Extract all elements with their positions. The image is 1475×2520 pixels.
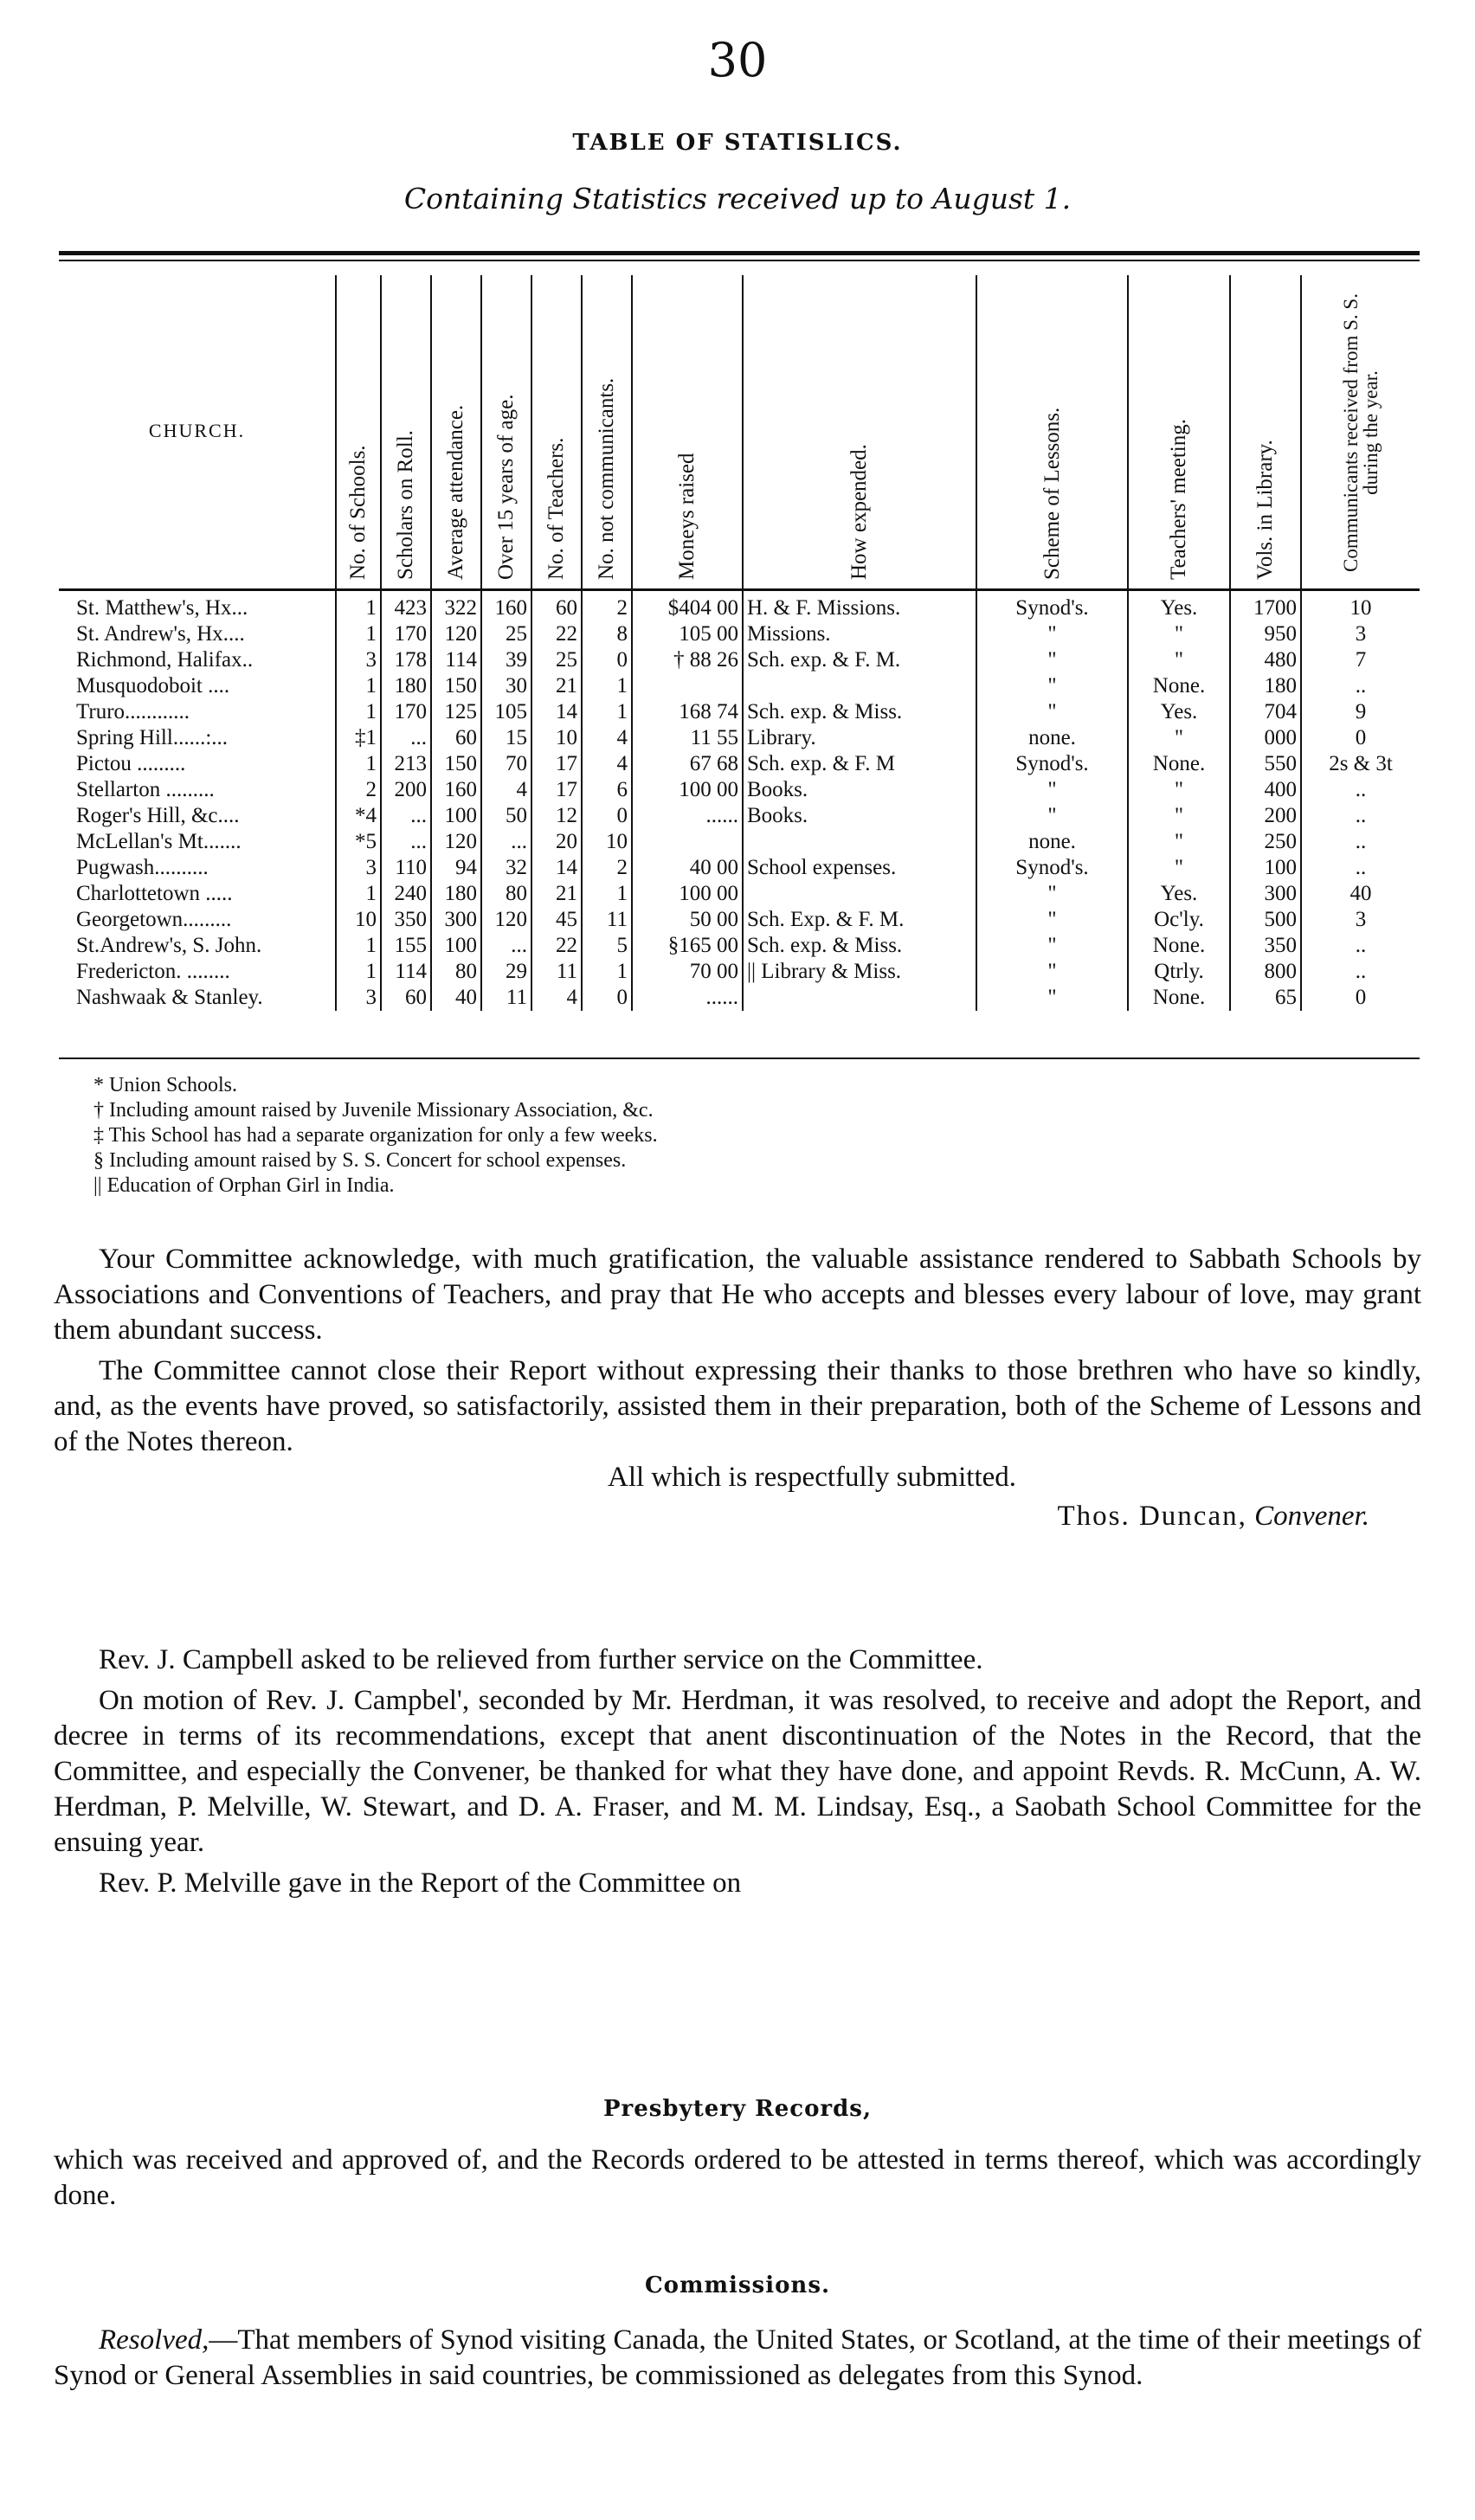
- table-row: [59, 699, 1420, 725]
- records-text: [54, 2143, 1421, 2214]
- column-header: [582, 275, 632, 587]
- column-header: [976, 275, 1128, 587]
- table-cell: ‡1: [336, 725, 381, 751]
- table-top-rule: [59, 251, 1420, 255]
- table-cell: 14: [531, 699, 582, 725]
- paragraph: which was received and approved of, and the Records ordered to be attested in terms thereof, which was accordingly done.: [54, 2144, 1421, 2211]
- table-cell: 32: [481, 855, 531, 881]
- table-cell: 17: [531, 751, 582, 777]
- table-cell: 1: [582, 673, 632, 699]
- paragraph: The Committee cannot close their Report without expressing their thanks to those brethren who have so kindly, and, as the events have proved, so satisfactorily, assisted them in their preparation, both of the Scheme of Lessons and of the Notes thereon.: [54, 1355, 1421, 1457]
- table-cell: ": [1128, 647, 1230, 673]
- table-cell: [743, 881, 976, 907]
- table-cell: 11 55: [632, 725, 743, 751]
- table-cell: None.: [1128, 673, 1230, 699]
- table-row: [59, 803, 1420, 829]
- table-cell: 15: [481, 725, 531, 751]
- table-cell: ": [1128, 777, 1230, 803]
- table-cell: ": [976, 907, 1128, 933]
- heading-presbytery-records: Presbytery Records,: [602, 2096, 872, 2122]
- table-cell: 155: [381, 933, 431, 959]
- table-cell: 14: [531, 855, 582, 881]
- table-cell: 80: [431, 959, 481, 985]
- table-cell: 105 00: [632, 621, 743, 647]
- table-cell: ......: [632, 985, 743, 1011]
- table-cell: Qtrly.: [1128, 959, 1230, 985]
- church-name-cell: St. Matthew's, Hx...: [76, 596, 248, 620]
- table-row: [59, 985, 1420, 1011]
- table-cell: 20: [531, 829, 582, 855]
- table-cell: ..: [1301, 673, 1420, 699]
- table-cell: Oc'ly.: [1128, 907, 1230, 933]
- footnotes: [93, 1073, 658, 1199]
- table-cell: 1: [336, 959, 381, 985]
- table-cell: ...: [381, 725, 431, 751]
- table-cell: 10: [531, 725, 582, 751]
- paragraph: Your Committee acknowledge, with much gratification, the valuable assistance rendered to Sabbath Schools by Associations and Conventions of Teachers, and pray that He who accepts and blesses every labour of love, may grant them abundant success.: [54, 1244, 1421, 1346]
- table-row: [59, 829, 1420, 855]
- table-cell: 250: [1230, 829, 1301, 855]
- table-cell: 2: [582, 587, 632, 621]
- table-cell: 300: [431, 907, 481, 933]
- table-cell: 7: [1301, 647, 1420, 673]
- column-label: No. of Schools.: [346, 445, 370, 580]
- table-cell: 40 00: [632, 855, 743, 881]
- table-cell: 704: [1230, 699, 1301, 725]
- table-cell: *5: [336, 829, 381, 855]
- table-cell: 1: [582, 959, 632, 985]
- table-cell: none.: [976, 829, 1128, 855]
- column-label: Scheme of Lessons.: [1040, 407, 1064, 580]
- table-cell: 120: [431, 829, 481, 855]
- church-name-cell: Fredericton. ........: [76, 960, 230, 983]
- table-cell: 94: [431, 855, 481, 881]
- table-row: [59, 881, 1420, 907]
- table-cell: ": [976, 803, 1128, 829]
- table-cell: 25: [531, 647, 582, 673]
- table-cell: 213: [381, 751, 431, 777]
- table-cell: 10: [336, 907, 381, 933]
- table-cell: 40: [1301, 881, 1420, 907]
- table-cell: 160: [481, 587, 531, 621]
- church-name-cell: Roger's Hill, &c....: [76, 804, 240, 827]
- column-label: Average attendance.: [444, 404, 467, 580]
- commissions-text: [54, 2323, 1421, 2394]
- table-cell: 0: [582, 647, 632, 673]
- table-cell: Missions.: [743, 621, 976, 647]
- table-cell: 1700: [1230, 587, 1301, 621]
- column-label: Communicants received from S. S. during the year.: [1340, 293, 1382, 572]
- footnote: * Union Schools.: [93, 1074, 238, 1096]
- table-cell: ": [976, 933, 1128, 959]
- table-cell: [632, 673, 743, 699]
- table-cell: ": [1128, 829, 1230, 855]
- table-cell: None.: [1128, 933, 1230, 959]
- table-cell: 160: [431, 777, 481, 803]
- page-number: 30: [707, 33, 768, 87]
- table-cell: 400: [1230, 777, 1301, 803]
- table-cell: ": [976, 959, 1128, 985]
- column-label: Over 15 years of age.: [494, 394, 518, 580]
- table-cell: 100: [431, 803, 481, 829]
- table-cell: 0: [582, 985, 632, 1011]
- church-name-cell: Richmond, Halifax..: [76, 648, 254, 672]
- report-text: [54, 1242, 1421, 1534]
- table-cell: 2s & 3t: [1301, 751, 1420, 777]
- table-cell: *4: [336, 803, 381, 829]
- paragraph: Rev. P. Melville gave in the Report of the Committee on: [99, 1868, 742, 1899]
- table-cell: 125: [431, 699, 481, 725]
- table-cell: ": [976, 699, 1128, 725]
- table-cell: Synod's.: [976, 855, 1128, 881]
- column-label: No. of Teachers.: [544, 437, 568, 580]
- table-header-row: [59, 275, 1420, 587]
- table-row: [59, 933, 1420, 959]
- table-cell: 40: [431, 985, 481, 1011]
- paragraph: On motion of Rev. J. Campbel', seconded by Mr. Herdman, it was resolved, to receive and adopt the Report, and decree in terms of its recommendations, except that anent discontinuation of the Notes in the Record, that the Committee, and especially the Convener, be thanked for what they have done, and appoint Revds. R. McCunn, A. W. Herdman, P. Melville, W. Stewart, and D. A. Fraser, and M. M. Lindsay, Esq., a Saobath School Committee for the ensuing year.: [54, 1685, 1421, 1858]
- table-cell: Sch. exp. & F. M.: [743, 647, 976, 673]
- footnote: ‡ This School has had a separate organization for only a few weeks.: [93, 1124, 658, 1147]
- table-cell: 950: [1230, 621, 1301, 647]
- table-cell: 000: [1230, 725, 1301, 751]
- table-cell: Sch. exp. & Miss.: [743, 699, 976, 725]
- table-cell: 3: [1301, 907, 1420, 933]
- statistics-table: [59, 275, 1420, 1011]
- church-name-cell: Nashwaak & Stanley.: [76, 986, 263, 1009]
- table-cell: 4: [582, 751, 632, 777]
- table-cell: Library.: [743, 725, 976, 751]
- column-label: Teachers' meeting.: [1167, 419, 1190, 580]
- table-cell: $404 00: [632, 587, 743, 621]
- table-cell: 3: [1301, 621, 1420, 647]
- table-cell: 200: [1230, 803, 1301, 829]
- table-cell: 4: [582, 725, 632, 751]
- table-cell: 67 68: [632, 751, 743, 777]
- table-cell: 114: [381, 959, 431, 985]
- table-cell: 110: [381, 855, 431, 881]
- column-header: [1301, 275, 1420, 587]
- table-row: [59, 907, 1420, 933]
- table-cell: 423: [381, 587, 431, 621]
- table-row: [59, 587, 1420, 621]
- table-cell: 100: [1230, 855, 1301, 881]
- table-cell: 5: [582, 933, 632, 959]
- table-cell: Yes.: [1128, 881, 1230, 907]
- table-cell: [743, 829, 976, 855]
- table-cell: ..: [1301, 959, 1420, 985]
- column-header: [743, 275, 976, 587]
- table-cell: ...: [381, 803, 431, 829]
- table-cell: 9: [1301, 699, 1420, 725]
- table-cell: 21: [531, 881, 582, 907]
- table-subtitle: Containing Statistics received up to August 1.: [403, 182, 1072, 215]
- table-cell: 39: [481, 647, 531, 673]
- table-cell: 3: [336, 647, 381, 673]
- table-cell: 150: [431, 673, 481, 699]
- church-name-cell: Pugwash..........: [76, 856, 209, 879]
- church-name-cell: St. Andrew's, Hx....: [76, 622, 245, 646]
- column-header: [632, 275, 743, 587]
- table-cell: 2: [582, 855, 632, 881]
- table-row: [59, 621, 1420, 647]
- table-cell: 0: [582, 803, 632, 829]
- table-cell: School expenses.: [743, 855, 976, 881]
- heading-commissions: Commissions.: [644, 2272, 831, 2298]
- table-cell: 100 00: [632, 777, 743, 803]
- paragraph: Rev. J. Campbell asked to be relieved from further service on the Committee.: [99, 1644, 983, 1675]
- table-cell: [743, 673, 976, 699]
- table-cell: ..: [1301, 829, 1420, 855]
- table-cell: ": [976, 621, 1128, 647]
- church-name-cell: St.Andrew's, S. John.: [76, 934, 262, 957]
- table-cell: 6: [582, 777, 632, 803]
- table-cell: 3: [336, 855, 381, 881]
- table-cell: none.: [976, 725, 1128, 751]
- church-name-cell: Stellarton .........: [76, 778, 215, 801]
- table-cell: None.: [1128, 751, 1230, 777]
- column-label: Moneys raised: [675, 453, 699, 580]
- table-cell: 2: [336, 777, 381, 803]
- church-name-cell: Georgetown.........: [76, 908, 232, 931]
- paragraph: [54, 2323, 1421, 2394]
- table-cell: Synod's.: [976, 751, 1128, 777]
- column-header: [531, 275, 582, 587]
- table-cell: † 88 26: [632, 647, 743, 673]
- column-label: Scholars on Roll.: [394, 430, 417, 580]
- table-cell: §165 00: [632, 933, 743, 959]
- table-cell: 70: [481, 751, 531, 777]
- table-cell: 50 00: [632, 907, 743, 933]
- signature: [54, 1499, 1421, 1534]
- column-header: [336, 275, 381, 587]
- column-header: [59, 275, 336, 587]
- column-header: [431, 275, 481, 587]
- table-cell: ": [1128, 725, 1230, 751]
- table-cell: [743, 985, 976, 1011]
- table-cell: 105: [481, 699, 531, 725]
- table-cell: 1: [336, 751, 381, 777]
- table-cell: 114: [431, 647, 481, 673]
- table-cell: 60: [431, 725, 481, 751]
- table-cell: Yes.: [1128, 699, 1230, 725]
- table-cell: 21: [531, 673, 582, 699]
- table-cell: Synod's.: [976, 587, 1128, 621]
- table-cell: 178: [381, 647, 431, 673]
- column-label: No. not communicants.: [595, 377, 618, 580]
- table-row: [59, 673, 1420, 699]
- table-cell: ...: [481, 829, 531, 855]
- table-cell: 30: [481, 673, 531, 699]
- signature-role: Convener.: [1254, 1501, 1369, 1532]
- table-cell: 25: [481, 621, 531, 647]
- table-cell: 500: [1230, 907, 1301, 933]
- table-cell: 10: [1301, 587, 1420, 621]
- table-cell: 1: [336, 933, 381, 959]
- table-cell: 29: [481, 959, 531, 985]
- table-cell: ..: [1301, 933, 1420, 959]
- table-cell: Yes.: [1128, 587, 1230, 621]
- table-cell: 180: [1230, 673, 1301, 699]
- table-cell: 120: [431, 621, 481, 647]
- table-cell: 322: [431, 587, 481, 621]
- table-cell: 3: [336, 985, 381, 1011]
- table-cell: 168 74: [632, 699, 743, 725]
- table-cell: 70 00: [632, 959, 743, 985]
- table-cell: 100: [431, 933, 481, 959]
- table-cell: 17: [531, 777, 582, 803]
- table-top-rule-thin: [59, 260, 1420, 261]
- table-cell: 22: [531, 933, 582, 959]
- table-cell: ": [976, 881, 1128, 907]
- table-cell: 150: [431, 751, 481, 777]
- table-cell: Books.: [743, 777, 976, 803]
- table-cell: 180: [381, 673, 431, 699]
- table-row: [59, 647, 1420, 673]
- church-name-cell: Musquodoboit ....: [76, 674, 230, 698]
- table-cell: 65: [1230, 985, 1301, 1011]
- table-cell: ..: [1301, 777, 1420, 803]
- column-label: CHURCH.: [148, 420, 246, 441]
- table-cell: 480: [1230, 647, 1301, 673]
- resolved-text: —That members of Synod visiting Canada, the United States, or Scotland, at the time of their meetings of Synod or General Assemblies in said countries, be commissioned as delegates from this Synod.: [54, 2324, 1421, 2391]
- table-cell: 1: [336, 621, 381, 647]
- table-cell: 170: [381, 699, 431, 725]
- table-cell: ": [976, 673, 1128, 699]
- table-cell: || Library & Miss.: [743, 959, 976, 985]
- table-cell: 4: [481, 777, 531, 803]
- table-cell: 8: [582, 621, 632, 647]
- table-row: [59, 725, 1420, 751]
- column-header: [1128, 275, 1230, 587]
- table-cell: ...: [381, 829, 431, 855]
- column-header: [381, 275, 431, 587]
- table-cell: ": [976, 985, 1128, 1011]
- table-cell: ": [976, 777, 1128, 803]
- footnote: § Including amount raised by S. S. Concert for school expenses.: [93, 1149, 627, 1172]
- table-row: [59, 777, 1420, 803]
- table-cell: Books.: [743, 803, 976, 829]
- table-cell: 12: [531, 803, 582, 829]
- table-cell: 60: [381, 985, 431, 1011]
- table-cell: 80: [481, 881, 531, 907]
- table-cell: 11: [582, 907, 632, 933]
- table-cell: H. & F. Missions.: [743, 587, 976, 621]
- table-cell: 550: [1230, 751, 1301, 777]
- table-cell: 22: [531, 621, 582, 647]
- church-name-cell: McLellan's Mt.......: [76, 830, 242, 853]
- submitted-line: All which is respectfully submitted.: [608, 1462, 1017, 1493]
- table-cell: 240: [381, 881, 431, 907]
- church-name-cell: Pictou .........: [76, 752, 186, 775]
- table-cell: 300: [1230, 881, 1301, 907]
- table-cell: ..: [1301, 855, 1420, 881]
- table-cell: 200: [381, 777, 431, 803]
- table-cell: Sch. exp. & F. M: [743, 751, 976, 777]
- table-cell: None.: [1128, 985, 1230, 1011]
- table-cell: 50: [481, 803, 531, 829]
- table-cell: Sch. exp. & Miss.: [743, 933, 976, 959]
- footnote: † Including amount raised by Juvenile Missionary Association, &c.: [93, 1099, 654, 1122]
- table-cell: 1: [336, 673, 381, 699]
- table-title: TABLE OF STATISLICS.: [572, 130, 903, 156]
- table-cell: Sch. Exp. & F. M.: [743, 907, 976, 933]
- table-cell: 4: [531, 985, 582, 1011]
- column-label: How expended.: [847, 444, 871, 580]
- table-cell: 180: [431, 881, 481, 907]
- table-cell: 1: [336, 699, 381, 725]
- table-cell: ": [1128, 803, 1230, 829]
- table-cell: 350: [1230, 933, 1301, 959]
- resolved-lead: Resolved,: [99, 2324, 209, 2356]
- table-cell: 1: [336, 587, 381, 621]
- church-name-cell: Spring Hill......:...: [76, 726, 229, 749]
- column-header: [1230, 275, 1301, 587]
- table-cell: ......: [632, 803, 743, 829]
- column-header: [481, 275, 531, 587]
- table-row: [59, 855, 1420, 881]
- table-cell: 1: [582, 881, 632, 907]
- table-cell: 170: [381, 621, 431, 647]
- table-cell: ": [976, 647, 1128, 673]
- table-bottom-rule: [59, 1058, 1420, 1059]
- table-cell: 0: [1301, 985, 1420, 1011]
- table-cell: 11: [481, 985, 531, 1011]
- table-cell: 10: [582, 829, 632, 855]
- table-cell: 350: [381, 907, 431, 933]
- table-cell: [632, 829, 743, 855]
- table-cell: 100 00: [632, 881, 743, 907]
- table-cell: 11: [531, 959, 582, 985]
- church-name-cell: Charlottetown .....: [76, 882, 233, 905]
- table-cell: ": [1128, 621, 1230, 647]
- footnote: || Education of Orphan Girl in India.: [93, 1174, 395, 1197]
- table-cell: 800: [1230, 959, 1301, 985]
- column-label: Vols. in Library.: [1253, 440, 1277, 580]
- table-cell: 1: [582, 699, 632, 725]
- table-row: [59, 751, 1420, 777]
- table-cell: 0: [1301, 725, 1420, 751]
- signature-name: Thos. Duncan,: [1057, 1501, 1247, 1532]
- church-name-cell: Truro............: [76, 700, 190, 723]
- table-cell: 60: [531, 587, 582, 621]
- table-cell: ..: [1301, 803, 1420, 829]
- table-cell: 1: [336, 881, 381, 907]
- minutes-text: [54, 1642, 1421, 1901]
- table-cell: 120: [481, 907, 531, 933]
- table-cell: 45: [531, 907, 582, 933]
- table-body: [59, 587, 1420, 1011]
- table-row: [59, 959, 1420, 985]
- table-cell: ...: [481, 933, 531, 959]
- table-cell: ": [1128, 855, 1230, 881]
